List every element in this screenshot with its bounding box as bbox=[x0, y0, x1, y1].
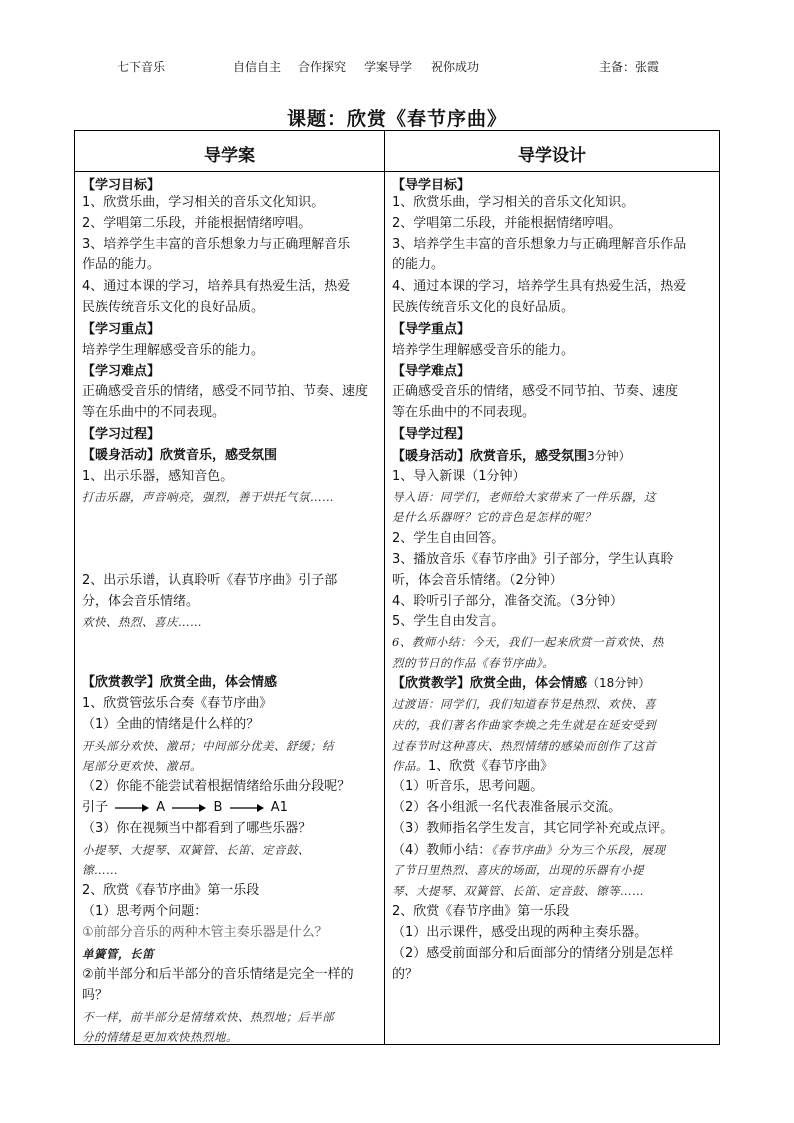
left-line: 民族传统音乐文化的良好品质。 bbox=[82, 300, 265, 315]
left-answer: 开头部分欢快、激昂；中间部分优美、舒缓；结 bbox=[82, 739, 334, 753]
left-line: 2、学唱第二乐段，并能根据情绪哼唱。 bbox=[82, 216, 312, 231]
left-line: 培养学生理解感受音乐的能力。 bbox=[82, 343, 265, 358]
right-line: 的能力。 bbox=[392, 257, 445, 272]
header-motto-2: 合作探究 bbox=[298, 60, 347, 74]
left-line: 作品的能力。 bbox=[82, 257, 161, 272]
right-script: 作品。 bbox=[392, 759, 428, 773]
left-section-title: 【暖身活动】欣赏音乐，感受氛围 bbox=[82, 448, 278, 463]
left-line: （2）你能不能尝试着根据情绪给乐曲分段呢？ bbox=[82, 779, 351, 794]
right-activity-time: 3分钟） bbox=[587, 449, 631, 463]
right-line: （4）教师小结： bbox=[392, 843, 492, 858]
left-answer: 单簧管，长笛 bbox=[82, 947, 154, 961]
left-answer: 镲…… bbox=[82, 863, 118, 877]
right-script: 琴、大提琴、双簧管、长笛、定音鼓、镲等…… bbox=[392, 884, 644, 898]
header-motto-1: 自信自主 bbox=[233, 60, 282, 74]
right-line: 1、欣赏《春节序曲》 bbox=[428, 759, 554, 774]
right-line: （2）感受前面部分和后面部分的情绪分别是怎样 bbox=[392, 946, 674, 961]
right-line: 2、欣赏《春节序曲》第一乐段 bbox=[392, 904, 570, 919]
right-line: （2）各小组派一名代表准备展示交流。 bbox=[392, 800, 622, 815]
right-line: 等在乐曲中的不同表现。 bbox=[392, 405, 536, 420]
header-author: 主备：张霞 bbox=[599, 60, 660, 74]
right-line: 民族传统音乐文化的良好品质。 bbox=[392, 300, 575, 315]
right-teaching-time: （18分钟） bbox=[587, 676, 651, 690]
left-answer: 打击乐器，声音响亮，强烈，善于烘托气氛…… bbox=[82, 490, 334, 504]
sequence-intro: 引子 bbox=[82, 800, 109, 815]
right-section-title: 【导学难点】 bbox=[392, 364, 471, 379]
left-section-title: 【学习过程】 bbox=[82, 427, 161, 442]
right-column-heading: 导学设计 bbox=[518, 146, 586, 166]
right-line: 3、播放音乐《春节序曲》引子部分，学生认真聆 bbox=[392, 552, 674, 567]
right-line: 2、学生自由回答。 bbox=[392, 531, 505, 546]
arrow-right-icon bbox=[114, 803, 150, 813]
right-line: 的？ bbox=[392, 967, 419, 982]
left-answer: 欢快、热烈、喜庆…… bbox=[82, 615, 202, 629]
right-script: 烈的节日的作品《春节序曲》。 bbox=[392, 656, 555, 670]
left-line: （1）思考两个问题： bbox=[82, 904, 208, 919]
left-line: 正确感受音乐的情绪，感受不同节拍、节奏、速度 bbox=[82, 384, 369, 399]
left-question: ①前部分音乐的两种木管主奏乐器是什么？ bbox=[82, 925, 328, 940]
sequence-a: A bbox=[156, 800, 166, 815]
right-activity-row bbox=[392, 448, 631, 465]
header-subject: 七下音乐 bbox=[117, 60, 166, 74]
left-line: （3）你在视频当中都看到了哪些乐器？ bbox=[82, 821, 312, 836]
left-line: （1）全曲的情绪是什么样的？ bbox=[82, 717, 260, 732]
left-line: 等在乐曲中的不同表现。 bbox=[82, 405, 226, 420]
left-line: 1、欣赏管弦乐合奏《春节序曲》 bbox=[82, 696, 273, 711]
left-line: 2、出示乐谱，认真聆听《春节序曲》引子部 bbox=[82, 573, 338, 588]
left-line: 2、欣赏《春节序曲》第一乐段 bbox=[82, 883, 260, 898]
right-line: 1、欣赏乐曲，学习相关的音乐文化知识。 bbox=[392, 195, 635, 210]
form-sequence bbox=[82, 800, 288, 816]
header-motto-4: 祝你成功 bbox=[431, 60, 480, 74]
column-divider bbox=[384, 131, 385, 1044]
right-script: 《春节序曲》分为三个乐段，展现 bbox=[491, 843, 666, 857]
left-question: 吗？ bbox=[82, 988, 109, 1003]
right-activity-title: 【暖身活动】欣赏音乐，感受氛围 bbox=[392, 449, 588, 464]
right-line: （1）听音乐，思考问题。 bbox=[392, 779, 544, 794]
right-section-title: 【导学目标】 bbox=[392, 178, 471, 193]
right-teaching-row bbox=[392, 675, 650, 692]
right-script: 了节日里热烈、喜庆的场面，出现的乐器有小提 bbox=[392, 863, 644, 877]
left-section-title: 【欣赏教学】欣赏全曲，体会情感 bbox=[82, 675, 278, 690]
sequence-b: B bbox=[213, 800, 223, 815]
arrow-right-icon bbox=[229, 803, 265, 813]
right-section-title: 【导学过程】 bbox=[392, 427, 471, 442]
left-answer: 分的情绪是更加欢快热烈地。 bbox=[82, 1030, 238, 1044]
arrow-right-icon bbox=[171, 803, 207, 813]
right-script: 庆的，我们著名作曲家李焕之先生就是在延安受到 bbox=[392, 718, 656, 732]
right-script: 导入语：同学们，老师给大家带来了一件乐器，这 bbox=[392, 490, 656, 504]
left-section-title: 【学习目标】 bbox=[82, 178, 161, 193]
sequence-a1: A1 bbox=[270, 800, 288, 815]
left-answer: 不一样，前半部分是情绪欢快、热烈地；后半部 bbox=[82, 1010, 334, 1024]
right-section-title: 【导学重点】 bbox=[392, 322, 471, 337]
right-mixed-row bbox=[392, 758, 553, 775]
left-line: 分，体会音乐情绪。 bbox=[82, 594, 200, 609]
left-answer: 小提琴、大提琴、双簧管、长笛、定音鼓、 bbox=[82, 843, 310, 857]
right-line: 2、学唱第二乐段，并能根据情绪哼唱。 bbox=[392, 216, 622, 231]
page-title: 课题：欣赏《春节序曲》 bbox=[286, 108, 507, 130]
right-script: 过春节时这种喜庆、热烈情绪的感染而创作了这首 bbox=[392, 739, 656, 753]
left-line: 1、欣赏乐曲，学习相关的音乐文化知识。 bbox=[82, 195, 325, 210]
header-motto-3: 学案导学 bbox=[364, 60, 413, 74]
right-line: 1、导入新课（1分钟） bbox=[392, 469, 526, 484]
lesson-table bbox=[74, 130, 720, 1045]
right-line: 4、通过本课的学习，培养学生具有热爱生活，热爱 bbox=[392, 279, 687, 294]
right-line: 培养学生理解感受音乐的能力。 bbox=[392, 343, 575, 358]
right-script: 是什么乐器呀？它的音色是怎样的呢？ bbox=[392, 510, 596, 524]
left-line: 1、出示乐器，感知音色。 bbox=[82, 469, 234, 484]
right-teaching-title: 【欣赏教学】欣赏全曲，体会情感 bbox=[392, 676, 588, 691]
left-line: 3、培养学生丰富的音乐想象力与正确理解音乐 bbox=[82, 237, 351, 252]
left-question: ②前半部分和后半部分的音乐情绪是完全一样的 bbox=[82, 967, 354, 982]
left-answer: 尾部分更欢快、激昂。 bbox=[82, 759, 202, 773]
right-script: 6、教师小结：今天，我们一起来欣赏一首欢快、热 bbox=[392, 635, 664, 649]
header-row-divider bbox=[75, 171, 719, 172]
left-line: 4、通过本课的学习，培养具有热爱生活，热爱 bbox=[82, 279, 351, 294]
left-section-title: 【学习难点】 bbox=[82, 364, 161, 379]
left-section-title: 【学习重点】 bbox=[82, 322, 161, 337]
right-line: 5、学生自由发言。 bbox=[392, 614, 505, 629]
right-line: 3、培养学生丰富的音乐想象力与正确理解音乐作品 bbox=[392, 237, 687, 252]
right-line: 正确感受音乐的情绪，感受不同节拍、节奏、速度 bbox=[392, 384, 679, 399]
right-summary-row bbox=[392, 842, 666, 859]
right-line: （1）出示课件，感受出现的两种主奏乐器。 bbox=[392, 925, 648, 940]
right-line: （3）教师指名学生发言，其它同学补充或点评。 bbox=[392, 821, 674, 836]
right-script: 过渡语：同学们，我们知道春节是热烈、欢快、喜 bbox=[392, 697, 656, 711]
left-column-heading: 导学案 bbox=[204, 146, 255, 166]
right-line: 听，体会音乐情绪。（2分钟） bbox=[392, 573, 563, 588]
right-line: 4、聆听引子部分，准备交流。（3分钟） bbox=[392, 594, 624, 609]
